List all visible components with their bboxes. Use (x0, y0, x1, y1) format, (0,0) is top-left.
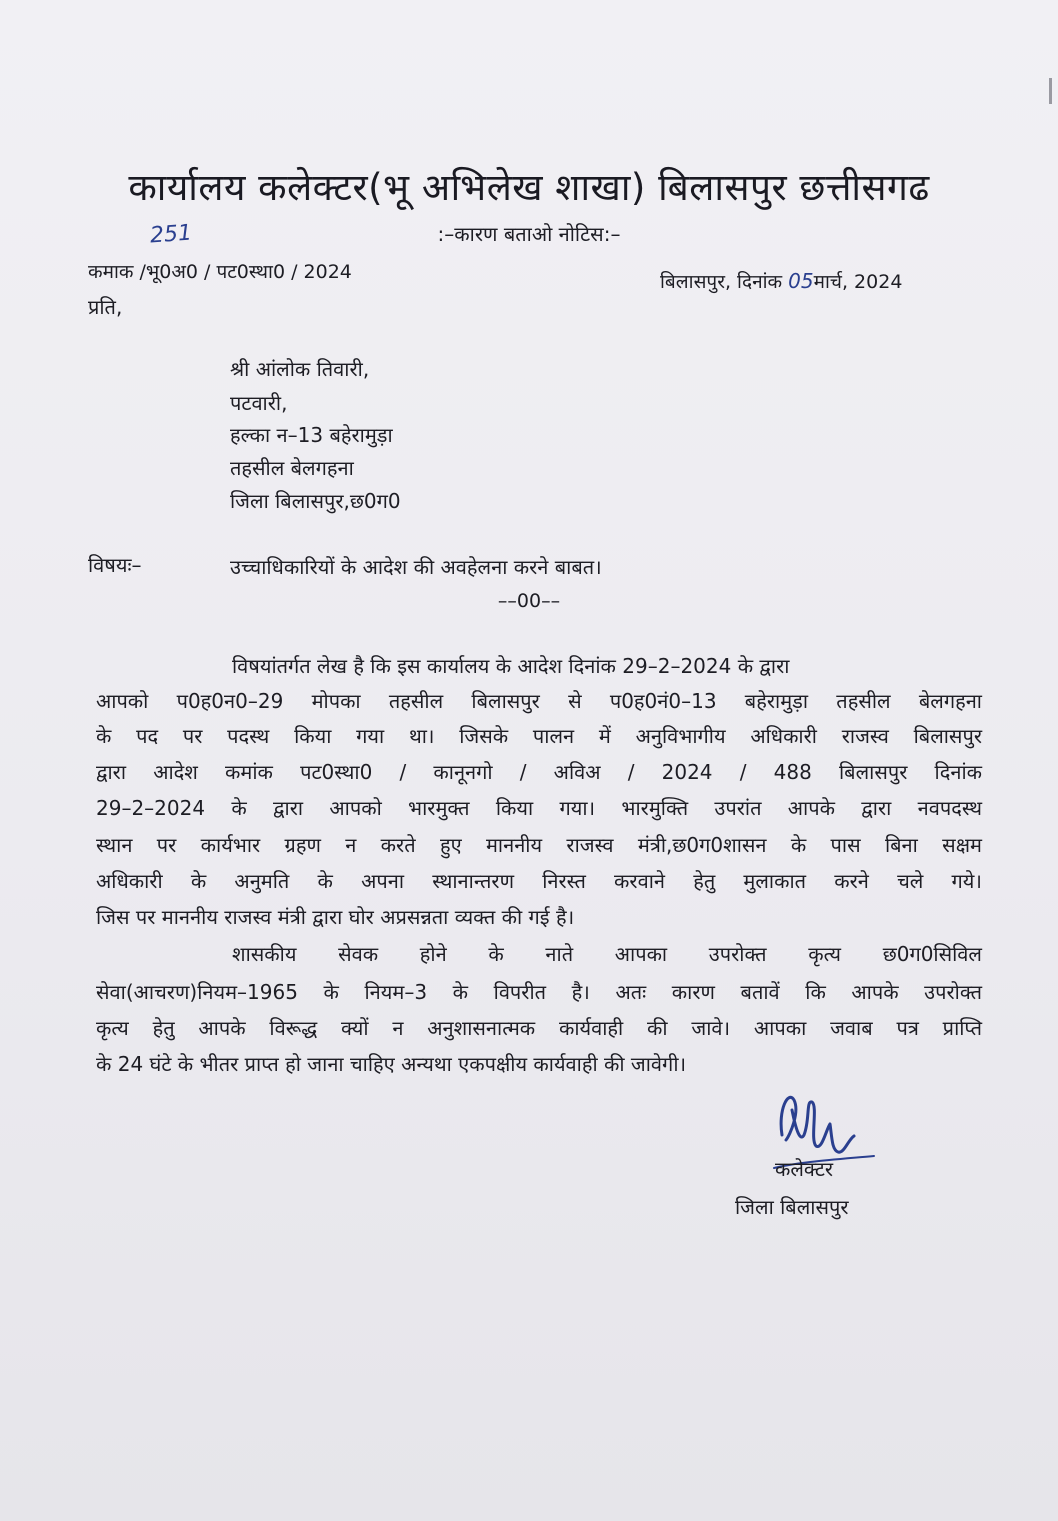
recipient-line: श्री आंलोक तिवारी, (230, 357, 370, 381)
body-line: सेवा(आचरण)नियम–1965 के नियम–3 के विपरीत है। अतः कारण बतावें कि आपके उपरोक्त (96, 980, 982, 1004)
reference-number: कमाक /भू0अ0 / पट0स्था0 / 2024 (88, 261, 352, 283)
body-line: के 24 घंटे के भीतर प्राप्त हो जाना चाहिए अन्यथा एकपक्षीय कार्यवाही की जावेगी। (96, 1052, 687, 1076)
office-header: कार्यालय कलेक्टर(भू अभिलेख शाखा) बिलासपुर छत्तीसगढ (128, 166, 930, 209)
body-line: विषयांतर्गत लेख है कि इस कार्यालय के आदेश दिनांक 29–2–2024 के द्वारा (232, 654, 790, 678)
body-line: स्थान पर कार्यभार ग्रहण न करते हुए माननीय राजस्व मंत्री,छ0ग0शासन के पास बिना सक्षम (96, 833, 982, 857)
body-line: के पद पर पदस्थ किया गया था। जिसके पालन में अनुविभागीय अधिकारी राजस्व बिलासपुर (96, 724, 982, 748)
recipient-salutation: प्रति, (88, 295, 123, 319)
binder-mark (1049, 78, 1052, 104)
body-line: आपको प0ह0न0–29 मोपका तहसील बिलासपुर से प0ह0नं0–13 बहेरामुड़ा तहसील बेलगहना (96, 689, 982, 713)
body-line: शासकीय सेवक होने के नाते आपका उपरोक्त कृत्य छ0ग0सिविल (232, 942, 982, 966)
body-line: कृत्य हेतु आपके विरूद्ध क्यों न अनुशासनात्मक कार्यवाही की जावे। आपका जवाब पत्र प्राप्ति (96, 1016, 982, 1040)
subject-label: विषयः– (88, 553, 142, 577)
recipient-line: तहसील बेलगहना (230, 456, 354, 480)
body-line: द्वारा आदेश कमांक पट0स्था0 / कानूनगो / अविअ / 2024 / 488 बिलासपुर दिनांक (96, 760, 982, 784)
recipient-line: पटवारी, (230, 391, 288, 415)
recipient-line: जिला बिलासपुर,छ0ग0 (230, 489, 401, 513)
handwritten-date-day: 05 (788, 269, 814, 293)
recipient-line: हल्का न–13 बहेरामुड़ा (230, 423, 393, 447)
body-line: 29–2–2024 के द्वारा आपको भारमुक्त किया गया। भारमुक्ति उपरांत आपके द्वारा नवपदस्थ (96, 796, 982, 820)
notice-subtitle: :–कारण बताओ नोटिस:– (437, 222, 621, 246)
body-line: अधिकारी के अनुमति के अपना स्थानान्तरण निरस्त करवाने हेतु मुलाकात करने चले गये। (96, 869, 982, 893)
signatory-title: कलेक्टर (775, 1157, 834, 1181)
separator: ––00–– (497, 590, 561, 612)
subject-text: उच्चाधिकारियों के आदेश की अवहेलना करने बाबत। (230, 555, 602, 579)
date-suffix: मार्च, 2024 (813, 271, 903, 293)
handwritten-reference-number: 251 (149, 220, 193, 249)
body-line: जिस पर माननीय राजस्व मंत्री द्वारा घोर अप्रसन्नता व्यक्त की गई है। (96, 905, 575, 929)
issue-date (660, 268, 902, 294)
signatory-district: जिला बिलासपुर (735, 1195, 849, 1219)
date-prefix: बिलासपुर, दिनांक (660, 271, 789, 293)
